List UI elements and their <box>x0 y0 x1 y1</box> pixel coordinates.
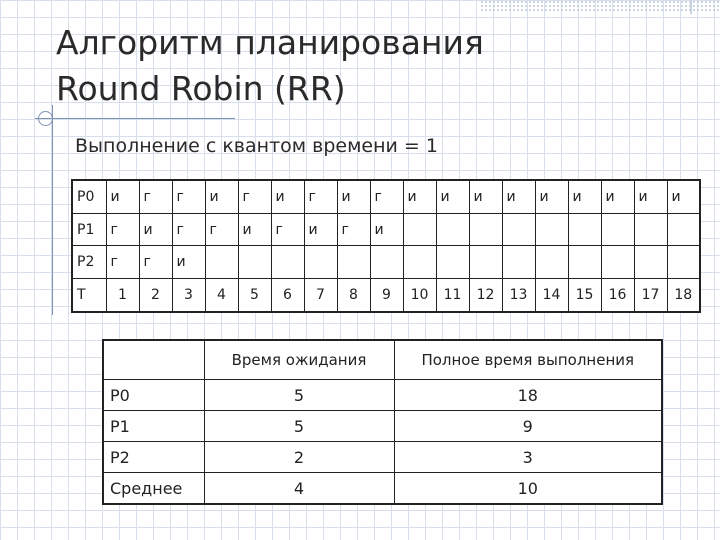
summary-row-label: P1 <box>103 411 204 442</box>
timeline-row <box>72 279 700 312</box>
state-cell: г <box>139 180 172 213</box>
time-tick-cell: 15 <box>568 279 601 312</box>
state-cell <box>403 213 436 246</box>
time-tick-cell: 13 <box>502 279 535 312</box>
state-cell <box>568 246 601 279</box>
summary-row-label: P2 <box>103 442 204 473</box>
state-cell <box>667 246 700 279</box>
state-cell: и <box>403 180 436 213</box>
summary-wait-value: 5 <box>204 411 394 442</box>
time-tick-cell: 11 <box>436 279 469 312</box>
time-tick-cell: 10 <box>403 279 436 312</box>
state-cell: и <box>205 180 238 213</box>
state-cell <box>436 213 469 246</box>
state-cell <box>634 213 667 246</box>
decorative-circle <box>38 111 53 126</box>
state-cell: и <box>601 180 634 213</box>
time-tick-cell: 8 <box>337 279 370 312</box>
summary-table <box>102 339 663 505</box>
summary-header-wait: Время ожидания <box>204 340 394 380</box>
summary-row <box>103 380 662 411</box>
timeline-row <box>72 246 700 279</box>
summary-row <box>103 442 662 473</box>
state-cell: г <box>271 213 304 246</box>
state-cell: и <box>370 213 403 246</box>
state-cell: и <box>337 180 370 213</box>
state-cell: и <box>634 180 667 213</box>
state-cell: г <box>238 180 271 213</box>
state-cell: г <box>106 213 139 246</box>
time-tick-cell: 2 <box>139 279 172 312</box>
time-tick-cell: 5 <box>238 279 271 312</box>
state-cell: и <box>238 213 271 246</box>
schedule-timeline-table <box>71 179 701 313</box>
state-cell <box>634 246 667 279</box>
time-tick-cell: 3 <box>172 279 205 312</box>
state-cell: и <box>106 180 139 213</box>
summary-header-row <box>103 340 662 380</box>
timeline-row <box>72 180 700 213</box>
summary-row <box>103 411 662 442</box>
state-cell <box>535 246 568 279</box>
state-cell <box>403 246 436 279</box>
time-tick-cell: 12 <box>469 279 502 312</box>
timeline-row-label: P0 <box>72 180 106 213</box>
state-cell: и <box>436 180 469 213</box>
state-cell: и <box>667 180 700 213</box>
state-cell: и <box>172 246 205 279</box>
state-cell: и <box>139 213 172 246</box>
time-tick-cell: 1 <box>106 279 139 312</box>
time-tick-cell: 16 <box>601 279 634 312</box>
state-cell: г <box>139 246 172 279</box>
state-cell <box>337 246 370 279</box>
corner-decoration <box>480 0 720 12</box>
summary-row-average <box>103 473 662 505</box>
decorative-vertical-line <box>52 105 53 315</box>
state-cell: г <box>172 180 205 213</box>
state-cell <box>370 246 403 279</box>
summary-total-value: 18 <box>394 380 662 411</box>
timeline-row <box>72 213 700 246</box>
title-line-2: Round Robin (RR) <box>56 69 346 108</box>
summary-header-empty <box>103 340 204 380</box>
state-cell: и <box>271 180 304 213</box>
time-tick-cell: 17 <box>634 279 667 312</box>
time-tick-cell: 18 <box>667 279 700 312</box>
summary-wait-value: 2 <box>204 442 394 473</box>
state-cell <box>469 213 502 246</box>
slide-subtitle: Выполнение с квантом времени = 1 <box>75 135 438 157</box>
time-tick-cell: 14 <box>535 279 568 312</box>
state-cell <box>667 213 700 246</box>
state-cell <box>304 246 337 279</box>
state-cell: и <box>469 180 502 213</box>
state-cell <box>238 246 271 279</box>
state-cell <box>568 213 601 246</box>
timeline-row-label: P1 <box>72 213 106 246</box>
time-tick-cell: 9 <box>370 279 403 312</box>
state-cell <box>502 246 535 279</box>
state-cell <box>271 246 304 279</box>
state-cell <box>601 246 634 279</box>
timeline-row-label: P2 <box>72 246 106 279</box>
summary-total-value: 10 <box>394 473 662 505</box>
state-cell: г <box>370 180 403 213</box>
summary-total-value: 9 <box>394 411 662 442</box>
title-line-1: Алгоритм планирования <box>56 23 484 62</box>
time-tick-cell: 4 <box>205 279 238 312</box>
state-cell <box>469 246 502 279</box>
state-cell: и <box>304 213 337 246</box>
state-cell: г <box>304 180 337 213</box>
summary-header-total: Полное время выполнения <box>394 340 662 380</box>
state-cell <box>205 246 238 279</box>
state-cell <box>535 213 568 246</box>
summary-row-label: P0 <box>103 380 204 411</box>
state-cell: и <box>568 180 601 213</box>
summary-wait-value: 5 <box>204 380 394 411</box>
state-cell <box>502 213 535 246</box>
corner-bar-decoration <box>690 0 692 14</box>
summary-row-label: Среднее <box>103 473 204 505</box>
state-cell <box>601 213 634 246</box>
state-cell <box>436 246 469 279</box>
decorative-horizontal-line <box>35 118 235 119</box>
state-cell: и <box>502 180 535 213</box>
timeline-row-label: T <box>72 279 106 312</box>
summary-wait-value: 4 <box>204 473 394 505</box>
state-cell: г <box>106 246 139 279</box>
summary-total-value: 3 <box>394 442 662 473</box>
time-tick-cell: 7 <box>304 279 337 312</box>
state-cell: и <box>535 180 568 213</box>
slide-title <box>56 20 484 112</box>
time-tick-cell: 6 <box>271 279 304 312</box>
state-cell: г <box>337 213 370 246</box>
state-cell: г <box>205 213 238 246</box>
state-cell: г <box>172 213 205 246</box>
